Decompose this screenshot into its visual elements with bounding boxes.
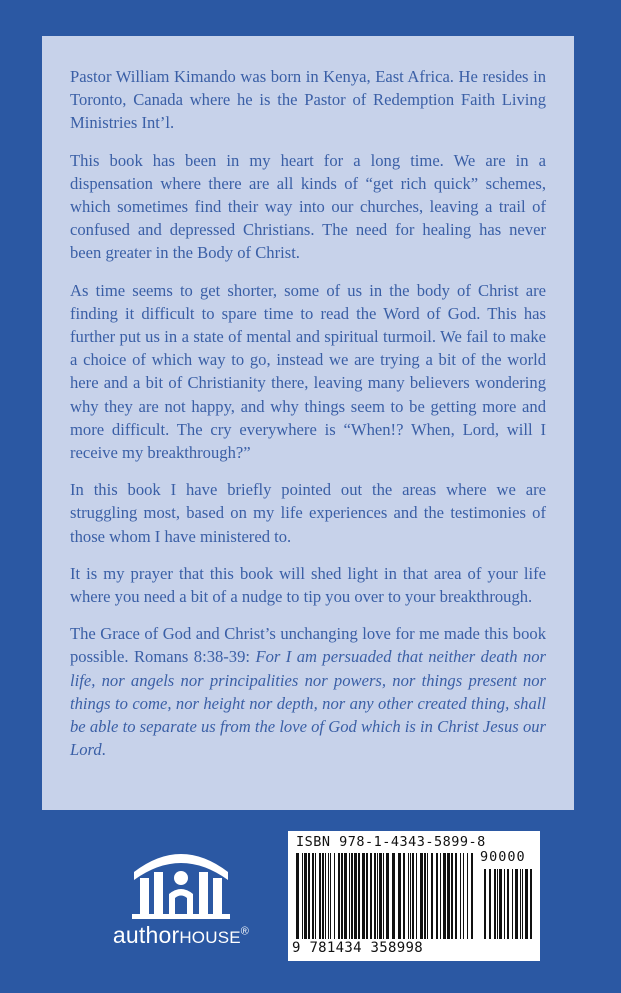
blurb-paragraph-time: As time seems to get shorter, some of us in the body of Christ are finding it difficult to spare time to read the Word of God. This has further put us in a state of mental and spiritual turmoil. We fail to make a choice of which way to go, instead we are trying a bit of the world here and a bit of Christianity there, leaving many believers wondering why they are not happy, and why things seem to be getting more and more difficult. The cry everywhere is “When!? When, Lord, will I receive my breakthrough?” [70, 280, 546, 463]
back-cover-text-panel [42, 36, 574, 810]
barcode-bar [354, 853, 357, 939]
barcode-bar [525, 869, 528, 939]
barcode-bar [489, 869, 491, 939]
barcode-bar [386, 853, 389, 939]
barcode-bar [330, 853, 331, 939]
barcode-bar [460, 853, 461, 939]
barcode-bar [325, 853, 326, 939]
barcode-bar [440, 853, 441, 939]
barcode-bar [410, 853, 411, 939]
barcode-bar [530, 869, 532, 939]
barcode-bar [455, 853, 457, 939]
isbn-barcode [288, 831, 540, 961]
barcode-bar [351, 853, 353, 939]
blurb-paragraph-heart: This book has been in my heart for a long time. We are in a dispensation where there are all kinds of “get rich quick” schemes, which sometimes find their way into our churches, leaving a trail of confused and depressed Christians. The need for healing has never been greater in the Body of Christ. [70, 150, 546, 263]
barcode-bar [431, 853, 433, 939]
barcode-bar [322, 853, 324, 939]
scripture-intro: The Grace of God and Christ’s unchanging love for me made this book possible. Romans 8:38-39: [70, 624, 546, 667]
barcode-bar [443, 853, 446, 939]
barcode-bar [319, 853, 321, 939]
barcode-bar [304, 853, 307, 939]
barcode-bar [497, 869, 498, 939]
barcode-bar [379, 853, 382, 939]
barcode-bar [420, 853, 423, 939]
barcode-bar [427, 853, 428, 939]
barcode-bar [392, 853, 395, 939]
barcode-bar [512, 869, 513, 939]
barcode-bar [374, 853, 376, 939]
barcode-bar [507, 869, 509, 939]
barcode-bar [436, 853, 438, 939]
barcode-bar [467, 853, 468, 939]
barcode-bar [504, 869, 505, 939]
barcode-bar [494, 869, 496, 939]
barcode-bar [408, 853, 409, 939]
barcode-bar [366, 853, 368, 939]
barcode-bar [328, 853, 329, 939]
blurb-paragraph-struggles: In this book I have briefly pointed out the areas where we are struggling most, based on my life experiences and the testimonies of those whom I have ministered to. [70, 480, 546, 546]
barcode-bar [484, 869, 486, 939]
barcode-bar [362, 853, 365, 939]
barcode-bar [302, 853, 303, 939]
barcode-bar [520, 869, 521, 939]
barcode-bar [312, 853, 314, 939]
authorhouse-house-logo-icon [126, 842, 236, 920]
barcode-bar [308, 853, 310, 939]
barcode-bar [515, 869, 518, 939]
barcode-bar [522, 869, 523, 939]
ean-barcode-bars [296, 853, 474, 939]
barcode-bar [416, 853, 417, 939]
barcode-bar [315, 853, 316, 939]
barcode-bar [447, 853, 450, 939]
blurb-paragraph-scripture [70, 622, 546, 761]
ean-digits: 9 781434 358998 [292, 940, 423, 956]
blurb-paragraph-prayer: It is my prayer that this book will shed light in that area of your life where you need a bit of a nudge to tip you over to your breakthrough. [70, 563, 546, 607]
barcode-bar [499, 869, 502, 939]
barcode-bar [349, 853, 350, 939]
barcode-bar [341, 853, 343, 939]
price-code: 90000 [480, 849, 526, 865]
barcode-bar [377, 853, 378, 939]
barcode-bar [344, 853, 347, 939]
isbn-label: ISBN 978-1-4343-5899-8 [296, 834, 486, 850]
barcode-bar [370, 853, 372, 939]
barcode-bar [383, 853, 384, 939]
addon-barcode-bars [484, 869, 534, 939]
barcode-bar [296, 853, 299, 939]
barcode-bar [412, 853, 414, 939]
barcode-bar [334, 853, 335, 939]
barcode-bar [451, 853, 453, 939]
barcode-bar [463, 853, 464, 939]
publisher-name: authorHOUSE® [112, 922, 250, 948]
barcode-bar [358, 853, 360, 939]
scripture-quote: For I am persuaded that neither death nor life, nor angels nor principalities nor powers, nor things present nor things to come, nor height nor depth, nor any other created thing, shall be able to separate us from the love of God which is in Christ Jesus our Lord [70, 647, 546, 760]
barcode-bar [424, 853, 426, 939]
publisher-logo [96, 842, 266, 952]
barcode-bar [471, 853, 473, 939]
barcode-bar [398, 853, 401, 939]
barcode-bar [338, 853, 340, 939]
scripture-end: . [101, 740, 106, 760]
author-bio-paragraph: Pastor William Kimando was born in Kenya, East Africa. He resides in Toronto, Canada where he is the Pastor of Redemption Faith Living Ministries Int’l. [70, 67, 546, 133]
barcode-bar [403, 853, 405, 939]
